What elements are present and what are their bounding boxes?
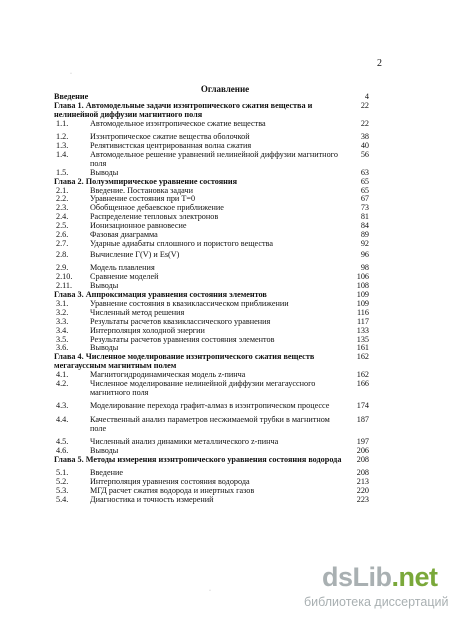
toc-entry-number: 4.6. (56, 446, 69, 456)
toc-entry-title: Выводы (90, 167, 119, 177)
toc-entry-page: 208 (356, 468, 369, 478)
toc-entry-number: 2.5. (56, 221, 69, 231)
toc-entry-number: 1.4. (56, 149, 69, 159)
toc-entry-number: 2.10. (56, 272, 73, 282)
toc-entry-title: Ударные адиабаты сплошного и пористого вещества (90, 239, 273, 248)
toc-entry-number: 2.7. (56, 239, 69, 248)
toc-entry-page: 223 (356, 495, 369, 505)
toc-entry-title: Интерполяция холодной энергии (90, 325, 205, 335)
toc-entry-page: 166 (356, 379, 369, 389)
toc-entry-title: Сравнение моделей (90, 272, 159, 282)
toc-entry-page: 187 (356, 414, 369, 424)
toc-section-entry[interactable] (54, 251, 369, 260)
scan-dot: · (209, 588, 211, 594)
toc-entry-title: Глава 2. Полуэмпирическое уравнение состояния (54, 176, 238, 186)
toc-entry-number: 5.3. (56, 486, 69, 496)
toc-entry-page: 89 (360, 230, 369, 240)
toc-entry-page: 208 (356, 454, 369, 464)
toc-entry-number: 3.3. (56, 316, 69, 326)
toc-entry-page: 67 (360, 194, 369, 204)
toc-entry-page: 161 (356, 343, 369, 353)
toc-entry-page: 133 (356, 325, 369, 335)
toc-entry-page: 162 (356, 352, 369, 362)
toc-entry-title: Магнитогидродинамическая модель z-пинча (90, 370, 246, 380)
toc-entry-page: 117 (357, 316, 369, 326)
toc-entry-title: Модель плавления (90, 263, 155, 273)
toc-entry-title: Выводы (90, 281, 119, 291)
toc-entry-title: Автомодельное изэнтропическое сжатие вещества (90, 118, 266, 128)
toc-entry-title: Изэнтропическое сжатие вещества оболочкой (90, 132, 250, 142)
toc-entry-number: 5.4. (56, 495, 69, 505)
toc-entry-page: 56 (360, 149, 369, 159)
toc-entry-page: 174 (356, 401, 369, 411)
toc-entry-number: 2.2. (56, 194, 69, 204)
toc-chapter-entry[interactable] (54, 456, 369, 465)
toc-entry-title: Релятивистская центрированная волна сжатия (90, 141, 252, 151)
toc-entry-title: Введение. Постановка задачи (90, 185, 193, 195)
toc-entry-number: 2.1. (56, 185, 69, 195)
page-number: 2 (377, 58, 382, 69)
toc-entry-number: 3.1. (56, 298, 69, 308)
toc-entry-title: Обобщенное дебаевское приближение (90, 203, 224, 213)
toc-entry-number: 3.6. (56, 343, 69, 353)
toc-entry-page: 92 (360, 239, 369, 248)
toc-entry-title: Автомодельное решение уравнений нелинейной диффузии магнитного поля (90, 149, 338, 168)
watermark (304, 562, 449, 614)
toc-entry-title: Уравнение состояния при T=0 (90, 194, 196, 204)
toc-entry-title: Выводы (90, 343, 119, 353)
toc-entry-title: Результаты расчетов уравнения состояния элементов (90, 334, 275, 344)
toc-entry-page: 106 (356, 272, 369, 282)
toc-entry-page: 135 (356, 334, 369, 344)
toc-entry-page: 22 (360, 118, 369, 128)
toc-section-entry[interactable] (54, 120, 369, 129)
toc-entry-page: 109 (356, 298, 369, 308)
toc-entry-title: Распределение тепловых электронов (90, 212, 219, 222)
toc-section-entry[interactable] (54, 402, 369, 411)
toc-entry-page: 109 (356, 290, 369, 300)
toc-entry-number: 1.3. (56, 141, 69, 151)
toc-entry-page: 22 (360, 100, 369, 110)
toc-section-entry[interactable] (54, 151, 369, 169)
toc-entry-page: 220 (356, 486, 369, 496)
toc-entry-title: Ионизационное равновесие (90, 221, 187, 231)
toc-entry-page: 98 (360, 263, 369, 273)
toc-section-entry[interactable] (54, 496, 369, 505)
toc-entry-number: 2.4. (56, 212, 69, 222)
scan-dot: · (70, 71, 72, 77)
toc-entry-number: 1.5. (56, 167, 69, 177)
toc-entry-page: 108 (356, 281, 369, 291)
toc-chapter-entry[interactable] (54, 353, 369, 371)
toc-entry-number: 4.2. (56, 379, 69, 389)
toc-entry-number: 3.4. (56, 325, 69, 335)
watermark-logo[interactable]: dsLib.net (322, 562, 438, 592)
toc-entry-page: 40 (360, 141, 369, 151)
toc-section-entry[interactable] (54, 380, 369, 398)
toc-entry-number: 4.5. (56, 437, 69, 447)
toc-entry-title: Глава 3. Аппроксимация уравнения состояния элементов (54, 290, 267, 300)
toc-entry-number: 4.3. (56, 401, 69, 411)
toc-entry-title: Качественный анализ параметров несжимаемой трубки в магнитном поле (90, 414, 330, 433)
toc-entry-page: 65 (360, 185, 369, 195)
toc-entry-page: 84 (360, 221, 369, 231)
toc-entry-number: 4.1. (56, 370, 69, 380)
toc-entry-number: 3.2. (56, 307, 69, 317)
toc-entry-page: 4 (364, 92, 369, 101)
toc-chapter-entry[interactable] (54, 102, 369, 120)
toc-entry-title: Численный метод решения (90, 307, 185, 317)
toc-entry-title: Введение (54, 92, 89, 101)
toc-entry-title: Вычисление Γ(V) и Es(V) (90, 249, 180, 259)
toc-entry-page: 213 (356, 477, 369, 487)
toc-entry-title: Диагностика и точность измерений (90, 495, 214, 505)
toc-entry-title: МГД расчет сжатия водорода и инертных газов (90, 486, 255, 496)
toc-entry-number: 5.1. (56, 468, 69, 478)
toc-title: Оглавление (200, 84, 250, 94)
toc-entry-page: 81 (360, 212, 369, 222)
toc-entry-title: Фазовая диаграмма (90, 230, 158, 240)
toc-entry-number: 2.6. (56, 230, 69, 240)
toc-entry-number: 3.5. (56, 334, 69, 344)
toc-entry-title: Уравнение состояния в квазиклассическом приближении (90, 298, 289, 308)
toc-entry-number: 2.8. (56, 249, 69, 259)
watermark-subtitle: библиотека диссертаций (304, 595, 449, 609)
toc-entry-title: Численный анализ динамики металлического z-пинча (90, 437, 279, 447)
toc-entry-number: 1.1. (56, 118, 69, 128)
toc-entry-number: 1.2. (56, 132, 69, 142)
toc-section-entry[interactable] (54, 240, 369, 249)
toc-entry-title: Введение (90, 468, 124, 478)
toc-section-entry[interactable] (54, 416, 369, 434)
toc-entry-page: 73 (360, 203, 369, 213)
toc-entry-title: Моделирование перехода графит-алмаз в изэнтропическом процессе (90, 401, 330, 411)
toc-entry-title: Глава 1. Автомодельные задачи изэнтропического сжатия вещества и нелинейной диффузии магнитного поля (54, 100, 313, 119)
toc-entry-page: 116 (357, 307, 369, 317)
toc-entry-number: 2.9. (56, 263, 69, 273)
toc-entry-title: Результаты расчетов квазиклассического уравнения (90, 316, 271, 326)
toc-entry-number: 5.2. (56, 477, 69, 487)
toc-entry-number: 2.3. (56, 203, 69, 213)
toc-entry-page: 38 (360, 132, 369, 142)
toc-entry-page: 65 (360, 176, 369, 186)
toc-entry-page: 96 (360, 249, 369, 259)
toc-entry-page: 197 (356, 437, 369, 447)
toc-entry-title: Выводы (90, 446, 119, 456)
toc-entry-title: Глава 5. Методы измерения изэнтропического уравнения состояния водорода (54, 454, 342, 464)
toc-entry-number: 4.4. (56, 414, 69, 424)
toc-entry-title: Интерполяция уравнения состояния водорода (90, 477, 250, 487)
toc-entry-page: 63 (360, 167, 369, 177)
toc-entry-title: Глава 4. Численное моделирование изэнтропического сжатия веществ мегагауссным магнитным полем (54, 352, 315, 371)
table-of-contents (54, 93, 369, 505)
toc-entry-number: 2.11. (56, 281, 73, 291)
toc-entry-page: 206 (356, 446, 369, 456)
toc-entry-page: 162 (356, 370, 369, 380)
toc-entry-title: Численное моделирование нелинейной диффузии мегагауссного магнитного поля (90, 379, 316, 397)
